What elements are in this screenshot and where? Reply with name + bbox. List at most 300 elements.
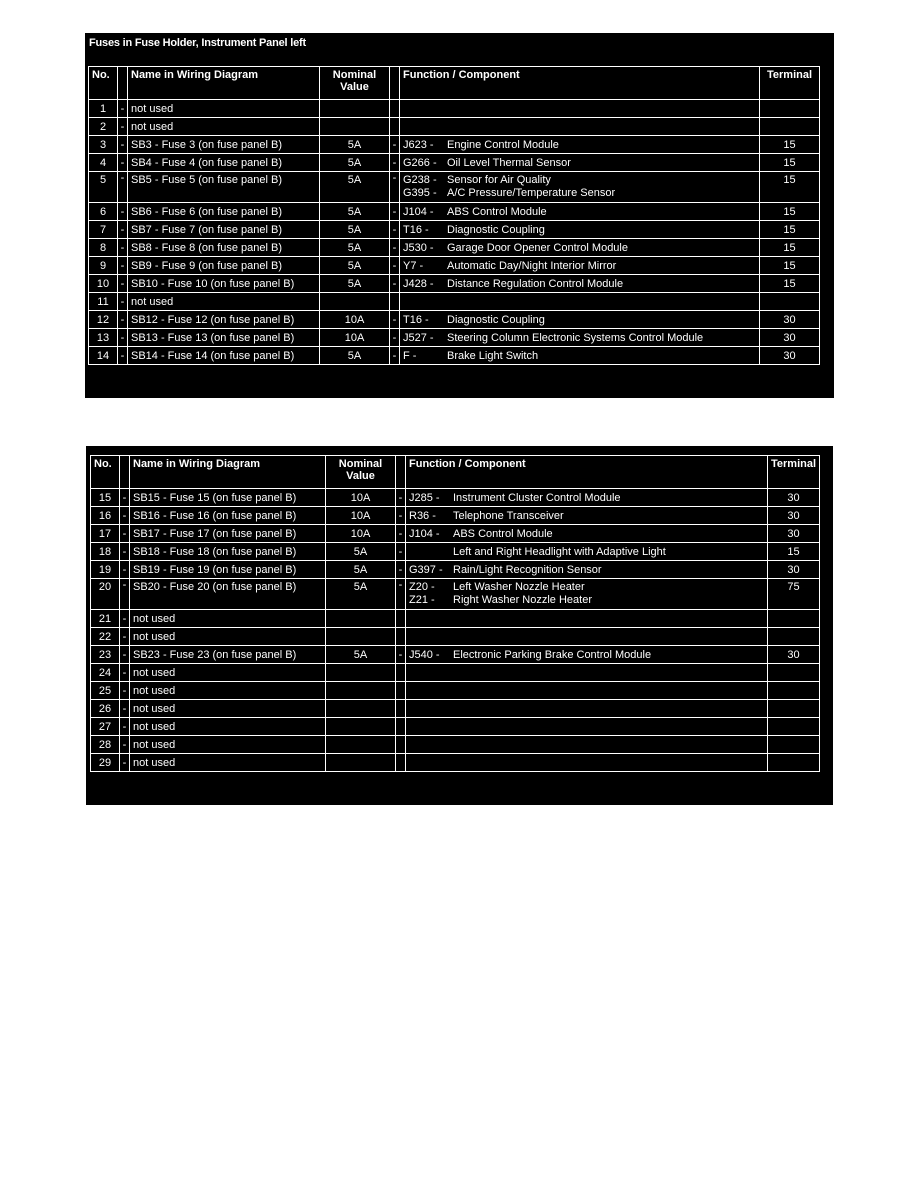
nominal-value [326,700,396,718]
terminal: 15 [760,172,820,203]
component-line [403,174,756,187]
fuse-number: 19 [91,561,120,579]
fuse-number: 13 [89,329,118,347]
nominal-value: 5A [320,257,390,275]
component-description: Rain/Light Recognition Sensor [453,563,602,576]
fuse-number: 1 [89,100,118,118]
separator-dash [390,293,400,311]
fuse-number: 29 [91,754,120,772]
function-component [400,257,760,275]
fuse-number: 3 [89,136,118,154]
fuse-number: 2 [89,118,118,136]
wiring-diagram-name: not used [130,664,326,682]
function-component [406,754,768,772]
fuse-number: 11 [89,293,118,311]
separator-dash [390,118,400,136]
wiring-diagram-name: not used [130,754,326,772]
table-row [89,239,820,257]
terminal [760,100,820,118]
component-description: A/C Pressure/Temperature Sensor [447,187,616,199]
separator-dash: - [120,646,130,664]
component-description: Diagnostic Coupling [447,313,545,326]
terminal: 75 [768,579,820,610]
wiring-diagram-name: not used [130,610,326,628]
separator-dash [396,628,406,646]
component-line [403,242,756,254]
terminal: 30 [760,347,820,365]
separator-dash [396,682,406,700]
header-no: No. [89,67,118,100]
component-line [409,492,764,504]
terminal: 15 [760,257,820,275]
separator-dash: - [390,239,400,257]
component-description: Electronic Parking Brake Control Module [453,648,652,661]
table-row [89,118,820,136]
function-component [406,579,768,610]
component-line [409,649,764,661]
separator-dash: - [120,525,130,543]
header-no: No. [91,456,120,489]
fuse-number: 15 [91,489,120,507]
function-component [400,293,760,311]
component-description: Diagnostic Coupling [447,223,545,236]
header-value-line2: Value [340,81,369,93]
nominal-value [320,100,390,118]
nominal-value [326,718,396,736]
wiring-diagram-name: SB5 - Fuse 5 (on fuse panel B) [128,172,320,203]
table-row [89,293,820,311]
component-description: Left and Right Headlight with Adaptive Light [453,545,666,558]
separator-dash: - [118,311,128,329]
nominal-value: 10A [326,507,396,525]
separator-dash: - [396,646,406,664]
header-value-line1: Nominal [338,458,383,470]
component-code: T16 - [403,313,429,326]
separator-dash: - [120,561,130,579]
separator-dash [396,718,406,736]
header-function: Function / Component [400,67,760,100]
wiring-diagram-name: SB20 - Fuse 20 (on fuse panel B) [130,579,326,610]
component-line [403,332,756,344]
table-row [91,489,820,507]
nominal-value: 5A [326,579,396,610]
separator-dash: - [396,543,406,561]
component-description: Sensor for Air Quality [447,174,551,186]
separator-dash: - [118,239,128,257]
table-row [91,700,820,718]
wiring-diagram-name: SB23 - Fuse 23 (on fuse panel B) [130,646,326,664]
component-line [403,139,756,151]
component-line [409,564,764,576]
table-row [89,136,820,154]
terminal: 15 [760,203,820,221]
nominal-value: 5A [320,239,390,257]
fuse-number: 16 [91,507,120,525]
fuse-number: 14 [89,347,118,365]
separator-dash: - [120,682,130,700]
component-code: J104 - [409,527,440,540]
component-line [403,206,756,218]
table-row [89,329,820,347]
component-description: Instrument Cluster Control Module [453,491,621,504]
separator-dash: - [120,700,130,718]
table-row [91,579,820,610]
terminal: 30 [760,329,820,347]
component-code: R36 - [409,509,436,522]
separator-dash: - [396,525,406,543]
nominal-value: 5A [320,154,390,172]
fuse-number: 9 [89,257,118,275]
function-component [406,646,768,664]
function-component [400,203,760,221]
fuse-number: 28 [91,736,120,754]
function-component [400,136,760,154]
separator-dash: - [118,154,128,172]
wiring-diagram-name: SB17 - Fuse 17 (on fuse panel B) [130,525,326,543]
terminal: 15 [760,221,820,239]
wiring-diagram-name: SB12 - Fuse 12 (on fuse panel B) [128,311,320,329]
function-component [406,543,768,561]
component-description: Left Washer Nozzle Heater [453,581,585,593]
fuse-table-2 [90,455,820,772]
terminal: 30 [768,525,820,543]
separator-dash: - [120,664,130,682]
table-row [89,172,820,203]
terminal [760,293,820,311]
terminal: 15 [760,239,820,257]
function-component [400,329,760,347]
nominal-value [326,610,396,628]
function-component [406,700,768,718]
wiring-diagram-name: SB10 - Fuse 10 (on fuse panel B) [128,275,320,293]
separator-dash: - [120,718,130,736]
terminal [760,118,820,136]
component-description: ABS Control Module [453,527,553,540]
component-code: G266 - [403,156,437,169]
separator-dash: - [390,311,400,329]
terminal: 30 [768,489,820,507]
nominal-value [326,736,396,754]
separator-dash: - [390,347,400,365]
wiring-diagram-name: not used [130,682,326,700]
table-row [91,682,820,700]
component-description: Distance Regulation Control Module [447,277,624,290]
nominal-value: 5A [326,646,396,664]
separator-dash: - [118,203,128,221]
fuse-number: 23 [91,646,120,664]
table-row [91,754,820,772]
component-line [403,260,756,272]
function-component [406,561,768,579]
fuse-number: 7 [89,221,118,239]
terminal: 30 [768,646,820,664]
component-code: J527 - [403,331,434,344]
component-line [409,528,764,540]
terminal: 30 [768,561,820,579]
header-name: Name in Wiring Diagram [130,456,326,489]
terminal: 15 [760,275,820,293]
separator-dash [396,754,406,772]
separator-dash: - [390,136,400,154]
nominal-value: 10A [326,489,396,507]
nominal-value [326,682,396,700]
component-line [409,594,764,607]
nominal-value [320,118,390,136]
terminal [768,610,820,628]
header-nominal-value [326,456,396,489]
table-header-row [89,67,820,100]
component-description: Oil Level Thermal Sensor [447,156,571,169]
component-line [409,581,764,594]
fuse-number: 4 [89,154,118,172]
wiring-diagram-name: not used [128,100,320,118]
fuse-number: 22 [91,628,120,646]
table-row [91,525,820,543]
fuse-number: 20 [91,579,120,610]
table-row [91,561,820,579]
function-component [400,275,760,293]
nominal-value [326,754,396,772]
nominal-value: 5A [320,275,390,293]
table-row [91,646,820,664]
fuse-table-1-body [89,100,820,365]
function-component [400,100,760,118]
nominal-value: 10A [326,525,396,543]
function-component [400,221,760,239]
nominal-value [326,628,396,646]
component-line [403,157,756,169]
fuse-table-2-body [91,489,820,772]
separator-dash: - [396,561,406,579]
wiring-diagram-name: not used [130,628,326,646]
table-row [91,628,820,646]
component-code: G395 - [403,187,437,199]
terminal [768,718,820,736]
wiring-diagram-name: not used [130,718,326,736]
header-spacer [120,456,130,489]
table-row [89,257,820,275]
component-line [403,187,756,200]
function-component [406,489,768,507]
header-nominal-value [320,67,390,100]
terminal [768,682,820,700]
table-title: Fuses in Fuse Holder, Instrument Panel left [89,37,306,49]
component-description: Automatic Day/Night Interior Mirror [447,259,617,272]
table-row [89,311,820,329]
separator-dash: - [118,257,128,275]
wiring-diagram-name: SB13 - Fuse 13 (on fuse panel B) [128,329,320,347]
function-component [406,718,768,736]
component-code: J285 - [409,491,440,504]
component-code: T16 - [403,223,429,236]
wiring-diagram-name: SB19 - Fuse 19 (on fuse panel B) [130,561,326,579]
terminal [768,754,820,772]
component-description: Steering Column Electronic Systems Control Module [447,331,704,344]
component-code: J623 - [403,138,434,151]
fuse-table-panel-2 [86,446,833,805]
header-value-line2: Value [346,470,375,482]
header-name: Name in Wiring Diagram [128,67,320,100]
nominal-value: 10A [320,311,390,329]
fuse-number: 17 [91,525,120,543]
component-line [403,278,756,290]
nominal-value [320,293,390,311]
separator-dash: - [118,172,128,203]
fuse-number: 24 [91,664,120,682]
component-code: F - [403,349,417,362]
fuse-table-panel-1 [85,33,834,398]
separator-dash: - [118,100,128,118]
separator-dash: - [120,489,130,507]
component-line [409,546,764,558]
table-row [91,610,820,628]
header-terminal: Terminal [768,456,820,489]
table-row [91,736,820,754]
separator-dash: - [390,203,400,221]
function-component [400,118,760,136]
table-row [89,275,820,293]
component-line [409,510,764,522]
function-component [406,664,768,682]
nominal-value: 5A [320,347,390,365]
separator-dash: - [396,579,406,610]
separator-dash [396,664,406,682]
fuse-number: 12 [89,311,118,329]
component-code: J530 - [403,241,434,254]
wiring-diagram-name: not used [130,736,326,754]
function-component [406,628,768,646]
component-code: G397 - [409,563,443,576]
header-spacer [118,67,128,100]
separator-dash: - [390,275,400,293]
separator-dash: - [118,275,128,293]
function-component [406,507,768,525]
separator-dash: - [118,118,128,136]
wiring-diagram-name: SB7 - Fuse 7 (on fuse panel B) [128,221,320,239]
table-row [89,154,820,172]
header-terminal: Terminal [760,67,820,100]
separator-dash: - [390,172,400,203]
fuse-number: 25 [91,682,120,700]
component-line [403,224,756,236]
header-spacer [390,67,400,100]
function-component [400,239,760,257]
wiring-diagram-name: not used [130,700,326,718]
separator-dash [396,736,406,754]
table-row [91,718,820,736]
table-row [89,347,820,365]
component-description: Telephone Transceiver [453,509,564,522]
separator-dash: - [118,347,128,365]
function-component [400,154,760,172]
terminal: 15 [760,136,820,154]
wiring-diagram-name: SB15 - Fuse 15 (on fuse panel B) [130,489,326,507]
function-component [400,347,760,365]
fuse-number: 8 [89,239,118,257]
separator-dash: - [118,293,128,311]
separator-dash: - [120,543,130,561]
terminal: 15 [760,154,820,172]
separator-dash: - [120,507,130,525]
component-line [403,350,756,362]
component-description: Engine Control Module [447,138,559,151]
component-code: Y7 - [403,259,424,272]
wiring-diagram-name: not used [128,293,320,311]
component-description: Right Washer Nozzle Heater [453,594,592,606]
separator-dash [396,700,406,718]
component-line [403,314,756,326]
nominal-value: 5A [320,172,390,203]
terminal: 30 [760,311,820,329]
separator-dash [396,610,406,628]
function-component [406,682,768,700]
separator-dash: - [390,329,400,347]
fuse-number: 10 [89,275,118,293]
wiring-diagram-name: SB18 - Fuse 18 (on fuse panel B) [130,543,326,561]
component-code: J428 - [403,277,434,290]
separator-dash: - [390,257,400,275]
wiring-diagram-name: SB4 - Fuse 4 (on fuse panel B) [128,154,320,172]
separator-dash: - [118,329,128,347]
nominal-value: 5A [320,203,390,221]
wiring-diagram-name: SB6 - Fuse 6 (on fuse panel B) [128,203,320,221]
fuse-table-1 [88,66,820,365]
fuse-number: 5 [89,172,118,203]
wiring-diagram-name: SB9 - Fuse 9 (on fuse panel B) [128,257,320,275]
function-component [406,525,768,543]
component-description: Garage Door Opener Control Module [447,241,628,254]
terminal [768,628,820,646]
function-component [400,172,760,203]
nominal-value: 5A [320,136,390,154]
separator-dash: - [118,136,128,154]
fuse-number: 18 [91,543,120,561]
separator-dash: - [118,221,128,239]
nominal-value [326,664,396,682]
separator-dash: - [120,628,130,646]
table-row [91,543,820,561]
table-row [91,507,820,525]
function-component [406,610,768,628]
separator-dash: - [120,579,130,610]
function-component [400,311,760,329]
wiring-diagram-name: SB14 - Fuse 14 (on fuse panel B) [128,347,320,365]
header-function: Function / Component [406,456,768,489]
nominal-value: 10A [320,329,390,347]
separator-dash: - [396,489,406,507]
terminal: 15 [768,543,820,561]
fuse-number: 26 [91,700,120,718]
terminal [768,736,820,754]
separator-dash: - [120,610,130,628]
fuse-number: 27 [91,718,120,736]
nominal-value: 5A [326,543,396,561]
separator-dash: - [120,736,130,754]
fuse-number: 6 [89,203,118,221]
nominal-value: 5A [320,221,390,239]
terminal [768,664,820,682]
nominal-value: 5A [326,561,396,579]
table-row [89,100,820,118]
component-description: Brake Light Switch [447,349,539,362]
terminal: 30 [768,507,820,525]
header-spacer [396,456,406,489]
wiring-diagram-name: not used [128,118,320,136]
separator-dash: - [120,754,130,772]
table-row [89,203,820,221]
wiring-diagram-name: SB3 - Fuse 3 (on fuse panel B) [128,136,320,154]
header-value-line1: Nominal [332,69,377,81]
